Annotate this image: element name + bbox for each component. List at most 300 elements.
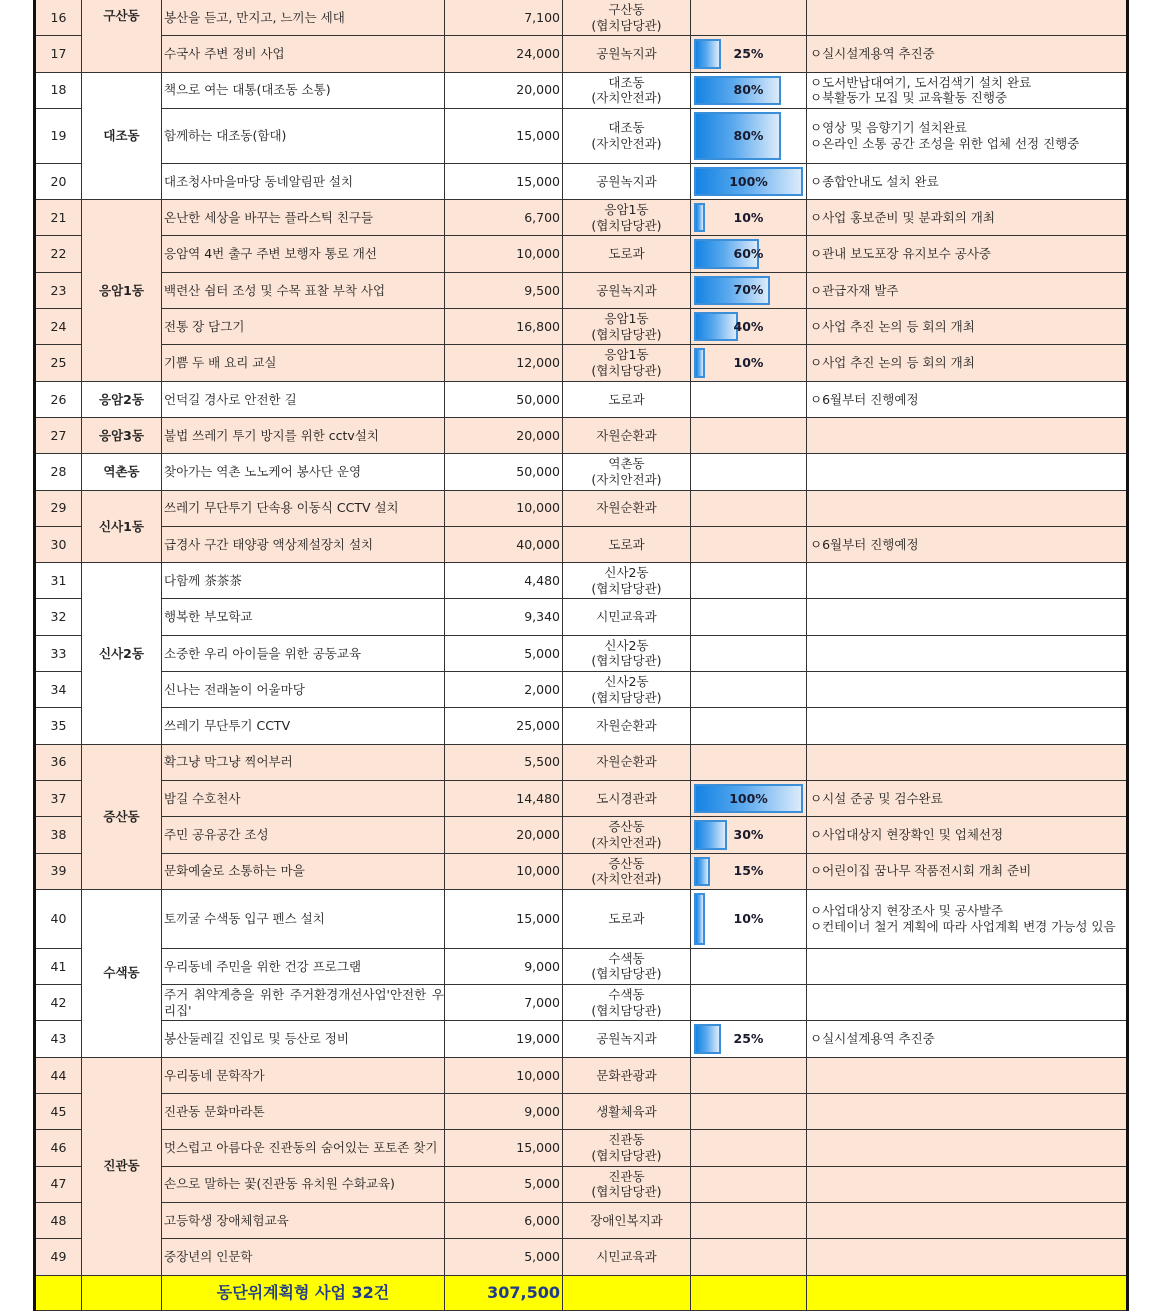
progress-bar xyxy=(694,820,803,849)
remarks xyxy=(807,454,1128,490)
department xyxy=(563,1094,691,1130)
table-row xyxy=(35,200,1128,236)
table-row xyxy=(35,563,1128,599)
remarks xyxy=(807,853,1128,889)
department xyxy=(563,345,691,381)
remarks xyxy=(807,526,1128,562)
department-line: 도로과 xyxy=(608,391,645,407)
department-line: 공원녹지과 xyxy=(596,173,657,189)
row-number: 45 xyxy=(35,1094,82,1130)
project-name: 봉산둘레길 진입로 및 등산로 정비 xyxy=(162,1021,445,1057)
budget-amount: 6,700 xyxy=(445,200,563,236)
remark-line: ㅇ컨테이너 철거 계획에 따라 사업계획 변경 가능성 있음 xyxy=(810,918,1116,934)
remark-line: ㅇ영상 및 음향기기 설치완료 xyxy=(810,120,967,136)
department-line: (자치안전과) xyxy=(591,834,662,850)
row-number: 49 xyxy=(35,1239,82,1275)
progress-cell xyxy=(691,563,807,599)
project-name: 밤길 수호천사 xyxy=(162,780,445,816)
progress-cell xyxy=(691,635,807,671)
budget-amount: 14,480 xyxy=(445,780,563,816)
department xyxy=(563,490,691,526)
project-name: 전통 장 담그기 xyxy=(162,309,445,345)
budget-amount: 5,500 xyxy=(445,744,563,780)
row-number: 40 xyxy=(35,889,82,948)
budget-amount: 9,000 xyxy=(445,1094,563,1130)
remarks xyxy=(807,672,1128,708)
budget-amount: 10,000 xyxy=(445,490,563,526)
table-row xyxy=(35,236,1128,272)
project-name: 중장년의 인문학 xyxy=(162,1239,445,1275)
table-row xyxy=(35,817,1128,853)
remarks xyxy=(807,985,1128,1021)
project-name: 문화예술로 소통하는 마을 xyxy=(162,853,445,889)
remark-line: ㅇ온라인 소통 공간 조성을 위한 업체 선정 진행중 xyxy=(810,135,1080,151)
project-name: 쓰레기 무단투기 CCTV xyxy=(162,708,445,744)
progress-bar xyxy=(694,276,803,305)
remarks xyxy=(807,236,1128,272)
budget-amount: 10,000 xyxy=(445,853,563,889)
department xyxy=(563,672,691,708)
progress-bar xyxy=(694,784,803,813)
table-row xyxy=(35,780,1128,816)
progress-bar xyxy=(694,167,803,196)
table-row xyxy=(35,635,1128,671)
department-line: 구산동 xyxy=(608,2,645,18)
budget-amount: 7,100 xyxy=(445,0,563,36)
department-line: 생활체육과 xyxy=(596,1103,657,1119)
project-name: 진관동 문화마라톤 xyxy=(162,1094,445,1130)
project-name: 기쁨 두 배 요리 교실 xyxy=(162,345,445,381)
progress-cell xyxy=(691,236,807,272)
remarks xyxy=(807,108,1128,163)
department-line: (자치안전과) xyxy=(591,90,662,106)
row-number: 34 xyxy=(35,672,82,708)
progress-cell xyxy=(691,72,807,108)
remarks xyxy=(807,417,1128,453)
department-line: 응암1동 xyxy=(604,311,649,327)
remarks xyxy=(807,599,1128,635)
progress-cell xyxy=(691,108,807,163)
project-name: 봉산을 듣고, 만지고, 느끼는 세대 xyxy=(162,0,445,36)
department-line: 자원순환과 xyxy=(596,718,657,734)
progress-percent: 25% xyxy=(733,46,764,62)
remark-line: ㅇ사업대상지 현장조사 및 공사발주 xyxy=(810,903,1004,919)
remark-line: ㅇ사업대상지 현장확인 및 업체선정 xyxy=(810,827,1004,843)
progress-cell xyxy=(691,780,807,816)
project-name: 주민 공유공간 조성 xyxy=(162,817,445,853)
row-number: 18 xyxy=(35,72,82,108)
row-number: 30 xyxy=(35,526,82,562)
remarks xyxy=(807,708,1128,744)
project-name: 백련산 쉼터 조성 및 수목 표찰 부착 사업 xyxy=(162,272,445,308)
budget-amount: 50,000 xyxy=(445,381,563,417)
department xyxy=(563,948,691,984)
department xyxy=(563,744,691,780)
project-name: 찾아가는 역촌 노노케어 봉사단 운영 xyxy=(162,454,445,490)
progress-bar xyxy=(694,1024,803,1053)
row-number: 28 xyxy=(35,454,82,490)
department xyxy=(563,36,691,72)
progress-cell xyxy=(691,490,807,526)
budget-amount: 15,000 xyxy=(445,108,563,163)
remarks xyxy=(807,163,1128,199)
table-row xyxy=(35,1166,1128,1202)
department-line: (협치담당관) xyxy=(591,1184,662,1200)
department-line: 시민교육과 xyxy=(596,609,657,625)
budget-amount: 15,000 xyxy=(445,163,563,199)
department-line: (협치담당관) xyxy=(591,689,662,705)
progress-percent: 15% xyxy=(733,863,764,879)
remarks xyxy=(807,309,1128,345)
progress-cell xyxy=(691,163,807,199)
progress-percent: 80% xyxy=(733,82,764,98)
row-number: 26 xyxy=(35,381,82,417)
remarks xyxy=(807,1057,1128,1093)
dong-name: 신사2동 xyxy=(82,563,162,744)
department xyxy=(563,309,691,345)
progress-cell xyxy=(691,853,807,889)
department-line: 수색동 xyxy=(608,950,645,966)
project-name: 대조청사마을마당 동네알림판 설치 xyxy=(162,163,445,199)
budget-amount: 5,000 xyxy=(445,1166,563,1202)
table-row xyxy=(35,672,1128,708)
department xyxy=(563,200,691,236)
project-name: 주거 취약계층을 위한 주거환경개선사업'안전한 우리집' xyxy=(162,985,445,1021)
remarks xyxy=(807,1166,1128,1202)
progress-cell xyxy=(691,744,807,780)
progress-cell xyxy=(691,1202,807,1238)
department-line: 신사2동 xyxy=(604,565,649,581)
department-line: 장애인복지과 xyxy=(590,1212,663,1228)
row-number: 43 xyxy=(35,1021,82,1057)
budget-amount: 20,000 xyxy=(445,417,563,453)
department xyxy=(563,563,691,599)
table-row xyxy=(35,108,1128,163)
progress-bar xyxy=(694,239,803,268)
table-row xyxy=(35,744,1128,780)
progress-cell xyxy=(691,381,807,417)
remark-line: ㅇ사업 홍보준비 및 분과회의 개최 xyxy=(810,210,995,226)
progress-cell xyxy=(691,1239,807,1275)
project-name: 우리동네 주민을 위한 건강 프로그램 xyxy=(162,948,445,984)
row-number: 31 xyxy=(35,563,82,599)
progress-percent: 100% xyxy=(729,173,768,189)
dong-name: 구산동 xyxy=(82,0,162,72)
total-empty-dept xyxy=(563,1275,691,1310)
department-line: (협치담당관) xyxy=(591,217,662,233)
project-name: 불법 쓰레기 투기 방지를 위한 cctv설치 xyxy=(162,417,445,453)
progress-percent: 40% xyxy=(733,318,764,334)
department xyxy=(563,236,691,272)
department-line: 신사2동 xyxy=(604,674,649,690)
budget-amount: 4,480 xyxy=(445,563,563,599)
project-name: 확그냥 막그냥 찍어부러 xyxy=(162,744,445,780)
remark-line: ㅇ실시설계용역 추진중 xyxy=(810,1031,935,1047)
progress-cell xyxy=(691,1130,807,1166)
department xyxy=(563,526,691,562)
row-number: 46 xyxy=(35,1130,82,1166)
department-line: (협치담당관) xyxy=(591,17,662,33)
progress-percent: 30% xyxy=(733,827,764,843)
progress-cell xyxy=(691,0,807,36)
progress-cell xyxy=(691,985,807,1021)
department-line: 응암1동 xyxy=(604,347,649,363)
total-amount: 307,500 xyxy=(445,1275,563,1310)
budget-amount: 25,000 xyxy=(445,708,563,744)
table-row xyxy=(35,345,1128,381)
progress-cell xyxy=(691,345,807,381)
department xyxy=(563,417,691,453)
budget-amount: 16,800 xyxy=(445,309,563,345)
total-label: 동단위계획형 사업 32건 xyxy=(162,1275,445,1310)
progress-bar xyxy=(694,112,803,160)
project-name: 온난한 세상을 바꾸는 플라스틱 친구들 xyxy=(162,200,445,236)
table-row xyxy=(35,599,1128,635)
total-empty-no xyxy=(35,1275,82,1310)
progress-bar xyxy=(694,348,803,377)
progress-cell xyxy=(691,1057,807,1093)
progress-percent: 10% xyxy=(733,911,764,927)
row-number: 32 xyxy=(35,599,82,635)
progress-cell xyxy=(691,1094,807,1130)
remarks xyxy=(807,490,1128,526)
table-row xyxy=(35,853,1128,889)
progress-cell xyxy=(691,417,807,453)
row-number: 42 xyxy=(35,985,82,1021)
row-number: 47 xyxy=(35,1166,82,1202)
row-number: 36 xyxy=(35,744,82,780)
remarks xyxy=(807,1021,1128,1057)
department-line: 도로과 xyxy=(608,911,645,927)
progress-cell xyxy=(691,817,807,853)
remarks xyxy=(807,0,1128,36)
dong-name: 응암1동 xyxy=(82,200,162,381)
table-row xyxy=(35,417,1128,453)
department-line: (협치담당관) xyxy=(591,653,662,669)
department xyxy=(563,780,691,816)
progress-percent: 10% xyxy=(733,210,764,226)
remark-line: ㅇ6월부터 진행예정 xyxy=(810,391,919,407)
progress-bar xyxy=(694,76,803,105)
department xyxy=(563,889,691,948)
department xyxy=(563,1057,691,1093)
department-line: (협치담당관) xyxy=(591,1147,662,1163)
row-number: 48 xyxy=(35,1202,82,1238)
row-number: 39 xyxy=(35,853,82,889)
remarks xyxy=(807,635,1128,671)
progress-cell xyxy=(691,36,807,72)
remark-line: ㅇ사업 추진 논의 등 회의 개최 xyxy=(810,355,975,371)
progress-cell xyxy=(691,1166,807,1202)
remarks xyxy=(807,563,1128,599)
progress-cell xyxy=(691,672,807,708)
table-row xyxy=(35,0,1128,36)
table-row xyxy=(35,1130,1128,1166)
table-row xyxy=(35,309,1128,345)
department xyxy=(563,1166,691,1202)
project-name: 책으로 여는 대통(대조동 소통) xyxy=(162,72,445,108)
project-name: 응암역 4번 출구 주변 보행자 통로 개선 xyxy=(162,236,445,272)
project-name: 소중한 우리 아이들을 위한 공동교육 xyxy=(162,635,445,671)
progress-cell xyxy=(691,272,807,308)
dong-name: 수색동 xyxy=(82,889,162,1057)
department-line: 공원녹지과 xyxy=(596,46,657,62)
department-line: 자원순환과 xyxy=(596,500,657,516)
row-number: 23 xyxy=(35,272,82,308)
remarks xyxy=(807,1130,1128,1166)
table-row xyxy=(35,163,1128,199)
row-number: 20 xyxy=(35,163,82,199)
row-number: 41 xyxy=(35,948,82,984)
department xyxy=(563,817,691,853)
remarks xyxy=(807,1239,1128,1275)
row-number: 35 xyxy=(35,708,82,744)
department-line: 진관동 xyxy=(608,1168,645,1184)
dong-name: 신사1동 xyxy=(82,490,162,563)
remarks xyxy=(807,780,1128,816)
department xyxy=(563,272,691,308)
dong-name: 역촌동 xyxy=(82,454,162,490)
department-line: (자치안전과) xyxy=(591,135,662,151)
budget-amount: 24,000 xyxy=(445,36,563,72)
total-empty-dong xyxy=(82,1275,162,1310)
department-line: 응암1동 xyxy=(604,202,649,218)
department xyxy=(563,1239,691,1275)
remarks xyxy=(807,381,1128,417)
progress-cell xyxy=(691,1021,807,1057)
department-line: 신사2동 xyxy=(604,637,649,653)
table-row xyxy=(35,272,1128,308)
department-line: (협치담당관) xyxy=(591,1002,662,1018)
progress-percent: 80% xyxy=(733,128,764,144)
project-name: 행복한 부모학교 xyxy=(162,599,445,635)
total-empty-remarks xyxy=(807,1275,1128,1310)
budget-amount: 20,000 xyxy=(445,72,563,108)
department-line: (자치안전과) xyxy=(591,871,662,887)
department-line: 도로과 xyxy=(608,246,645,262)
department-line: 증산동 xyxy=(608,855,645,871)
dong-name: 진관동 xyxy=(82,1057,162,1275)
total-row xyxy=(35,1275,1128,1310)
project-name: 다함께 茶茶茶 xyxy=(162,563,445,599)
department xyxy=(563,1021,691,1057)
project-status-table xyxy=(33,0,1129,1311)
progress-percent: 60% xyxy=(733,246,764,262)
row-number: 38 xyxy=(35,817,82,853)
department xyxy=(563,985,691,1021)
progress-cell xyxy=(691,526,807,562)
department xyxy=(563,0,691,36)
progress-cell xyxy=(691,708,807,744)
table-row xyxy=(35,1057,1128,1093)
remarks xyxy=(807,345,1128,381)
total-empty-progress xyxy=(691,1275,807,1310)
row-number: 21 xyxy=(35,200,82,236)
remarks xyxy=(807,1094,1128,1130)
project-name: 함께하는 대조동(함대) xyxy=(162,108,445,163)
row-number: 37 xyxy=(35,780,82,816)
remark-line: ㅇ사업 추진 논의 등 회의 개최 xyxy=(810,318,975,334)
remark-line: ㅇ실시설계용역 추진중 xyxy=(810,46,935,62)
project-name: 고등학생 장애체험교육 xyxy=(162,1202,445,1238)
table-body xyxy=(35,0,1128,1310)
department-line: 공원녹지과 xyxy=(596,1031,657,1047)
progress-cell xyxy=(691,309,807,345)
row-number: 17 xyxy=(35,36,82,72)
department xyxy=(563,1130,691,1166)
department xyxy=(563,108,691,163)
budget-amount: 5,000 xyxy=(445,1239,563,1275)
department xyxy=(563,1202,691,1238)
progress-cell xyxy=(691,889,807,948)
remarks xyxy=(807,1202,1128,1238)
table-row xyxy=(35,985,1128,1021)
department-line: (협치담당관) xyxy=(591,326,662,342)
department-line: 증산동 xyxy=(608,819,645,835)
table-row xyxy=(35,1094,1128,1130)
remark-line: ㅇ어린이집 꿈나무 작품전시회 개최 준비 xyxy=(810,863,1032,879)
progress-bar xyxy=(694,39,803,68)
progress-bar xyxy=(694,893,803,945)
budget-amount: 19,000 xyxy=(445,1021,563,1057)
department xyxy=(563,635,691,671)
dong-name: 증산동 xyxy=(82,744,162,889)
project-name: 멋스럽고 아름다운 진관동의 숨어있는 포토존 찾기 xyxy=(162,1130,445,1166)
department-line: 도시경관과 xyxy=(596,790,657,806)
department xyxy=(563,708,691,744)
department-line: 도로과 xyxy=(608,536,645,552)
project-name: 쓰레기 무단투기 단속용 이동식 CCTV 설치 xyxy=(162,490,445,526)
budget-amount: 10,000 xyxy=(445,236,563,272)
department xyxy=(563,599,691,635)
department-line: 자원순환과 xyxy=(596,427,657,443)
department-line: 문화관광과 xyxy=(596,1067,657,1083)
department-line: 공원녹지과 xyxy=(596,282,657,298)
table-row xyxy=(35,889,1128,948)
project-name: 손으로 말하는 꽃(진관동 유치원 수화교육) xyxy=(162,1166,445,1202)
budget-amount: 50,000 xyxy=(445,454,563,490)
project-name: 토끼굴 수색동 입구 펜스 설치 xyxy=(162,889,445,948)
budget-amount: 9,500 xyxy=(445,272,563,308)
progress-percent: 10% xyxy=(733,355,764,371)
department-line: (자치안전과) xyxy=(591,471,662,487)
department-line: (협치담당관) xyxy=(591,580,662,596)
progress-bar xyxy=(694,312,803,341)
remark-line: ㅇ관내 보도포장 유지보수 공사중 xyxy=(810,246,991,262)
table-row xyxy=(35,708,1128,744)
project-name: 우리동네 문학작가 xyxy=(162,1057,445,1093)
progress-cell xyxy=(691,948,807,984)
remark-line: ㅇ6월부터 진행예정 xyxy=(810,536,919,552)
remarks xyxy=(807,200,1128,236)
department xyxy=(563,72,691,108)
table-row xyxy=(35,381,1128,417)
budget-amount: 9,000 xyxy=(445,948,563,984)
remarks xyxy=(807,36,1128,72)
department-line: (협치담당관) xyxy=(591,363,662,379)
department-line: 시민교육과 xyxy=(596,1249,657,1265)
table-row xyxy=(35,948,1128,984)
progress-cell xyxy=(691,599,807,635)
department-line: 진관동 xyxy=(608,1132,645,1148)
budget-amount: 15,000 xyxy=(445,889,563,948)
table-row xyxy=(35,526,1128,562)
project-name: 급경사 구간 태양광 액상제설장치 설치 xyxy=(162,526,445,562)
department-line: 역촌동 xyxy=(608,456,645,472)
table-row xyxy=(35,1239,1128,1275)
department-line: 대조동 xyxy=(608,74,645,90)
department-line: (협치담당관) xyxy=(591,966,662,982)
